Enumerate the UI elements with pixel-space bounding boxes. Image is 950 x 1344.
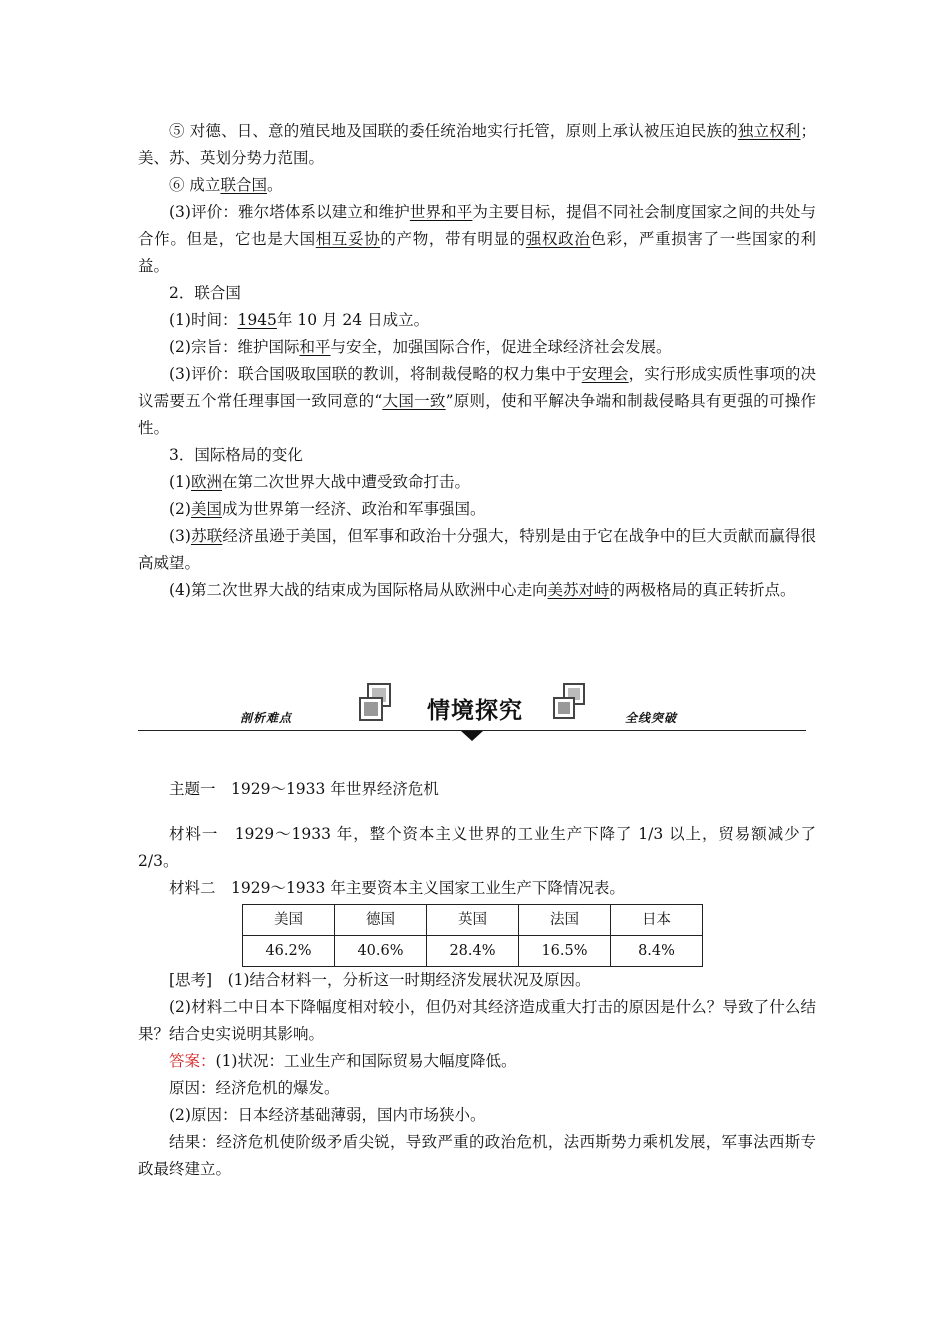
table-header-cell: 法国: [519, 905, 611, 936]
table-value-row: [243, 936, 703, 967]
banner-title: 情境探究: [427, 698, 523, 724]
lower-text-block: [138, 776, 816, 1183]
topic-title: 主题一 1929～1933 年世界经济危机: [169, 780, 439, 798]
answer-3: (2)原因：日本经济基础薄弱，国内市场狭小。: [169, 1106, 486, 1124]
think-1: [思考] (1)结合材料一，分析这一时期经济发展状况及原因。: [169, 971, 591, 989]
item-6: ⑥ 成立联合国。: [169, 176, 283, 194]
answer-label: 答案：: [169, 1052, 216, 1070]
un-heading: 2．联合国: [169, 284, 241, 302]
right-squares-icon: [550, 682, 592, 726]
banner-right-subtitle: 全线突破: [625, 711, 678, 725]
answer-1: 答案：(1)状况：工业生产和国际贸易大幅度降低。: [169, 1052, 517, 1070]
pattern-1: (1)欧洲在第二次世界大战中遭受致命打击。: [169, 473, 470, 491]
answer-4: 结果：经济危机使阶级矛盾尖锐，导致严重的政治危机，法西斯势力乘机发展，军事法西斯专政最终建立。: [138, 1133, 816, 1178]
pattern-4: (4)第二次世界大战的结束成为国际格局从欧洲中心走向美苏对峙的两极格局的真正转折点。: [169, 581, 796, 599]
pattern-heading: 3．国际格局的变化: [169, 446, 303, 464]
yalta-evaluation: (3)评价：雅尔塔体系以建立和维护世界和平为主要目标，提倡不同社会制度国家之间的共处与合作。但是，它也是大国相互妥协的产物，带有明显的强权政治色彩，严重损害了一些国家的利益。: [138, 203, 816, 275]
table-cell: 40.6%: [335, 936, 427, 967]
un-time: (1)时间：1945年 10 月 24 日成立。: [169, 311, 430, 329]
pattern-3: (3)苏联经济虽逊于美国，但军事和政治十分强大，特别是由于它在战争中的巨大贡献而赢得很高威望。: [138, 527, 816, 572]
table-cell: 8.4%: [611, 936, 703, 967]
table-header-cell: 美国: [243, 905, 335, 936]
section-banner: [138, 680, 806, 748]
pattern-2: (2)美国成为世界第一经济、政治和军事强国。: [169, 500, 486, 518]
answer-2: 原因：经济危机的爆发。: [169, 1079, 340, 1097]
material-2: 材料二 1929～1933 年主要资本主义国家工业生产下降情况表。: [169, 879, 625, 897]
left-squares-icon: [356, 682, 398, 726]
upper-text-block: [138, 118, 816, 604]
banner-left-subtitle: 剖析难点: [240, 711, 293, 725]
banner-triangle-icon: [461, 731, 483, 741]
decline-table: [242, 904, 703, 967]
table-header-cell: 英国: [427, 905, 519, 936]
item-5: ⑤ 对德、日、意的殖民地及国联的委任统治地实行托管，原则上承认被压迫民族的独立权利；美、苏、英划分势力范围。: [138, 122, 816, 167]
table-header-cell: 德国: [335, 905, 427, 936]
table-header-row: [243, 905, 703, 936]
table-cell: 28.4%: [427, 936, 519, 967]
material-1: 材料一 1929～1933 年，整个资本主义世界的工业生产下降了 1/3 以上，贸易额减少了 2/3。: [138, 825, 816, 870]
table-cell: 46.2%: [243, 936, 335, 967]
think-2: (2)材料二中日本下降幅度相对较小，但仍对其经济造成重大打击的原因是什么？导致了什么结果？结合史实说明其影响。: [138, 998, 816, 1043]
table-cell: 16.5%: [519, 936, 611, 967]
un-aim: (2)宗旨：维护国际和平与安全，加强国际合作，促进全球经济社会发展。: [169, 338, 672, 356]
un-evaluation: (3)评价：联合国吸取国联的教训，将制裁侵略的权力集中于安理会，实行形成实质性事项的决议需要五个常任理事国一致同意的“大国一致”原则，使和平解决争端和制裁侵略具有更强的可操作性。: [138, 365, 816, 437]
table-header-cell: 日本: [611, 905, 703, 936]
